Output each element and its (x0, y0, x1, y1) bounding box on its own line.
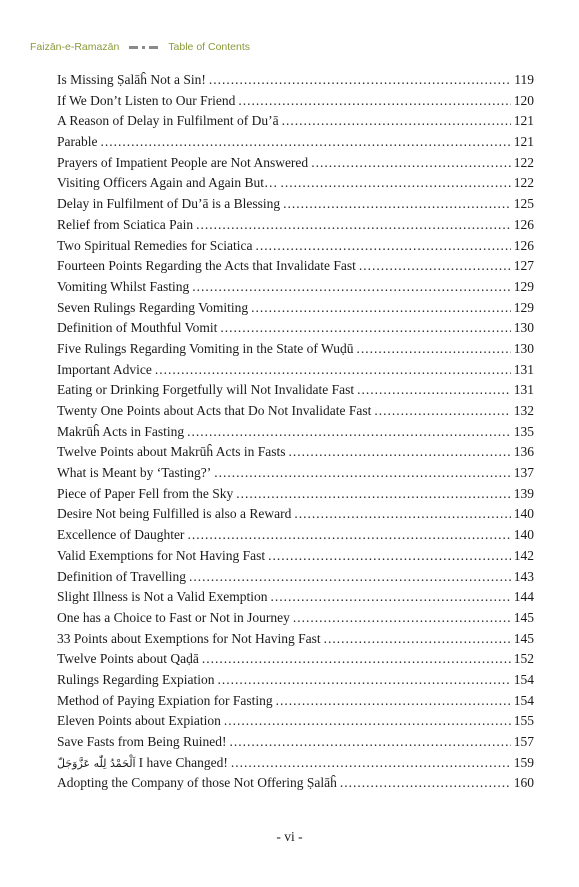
toc-entry[interactable] (57, 546, 534, 567)
dot-leader (268, 546, 511, 567)
toc-entry-title: One has a Choice to Fast or Not in Journey (57, 609, 290, 625)
toc-entry[interactable] (57, 236, 534, 257)
toc-entry-page: 131 (513, 382, 534, 398)
toc-entry[interactable] (57, 215, 534, 236)
toc-entry[interactable] (57, 691, 534, 712)
dot-leader (374, 401, 510, 422)
toc-entry-title (57, 753, 228, 775)
toc-entry-page: 120 (513, 92, 534, 108)
toc-entry-page: 137 (513, 465, 534, 481)
dot-leader (282, 111, 511, 132)
dot-leader (192, 277, 510, 298)
toc-entry-title: Piece of Paper Fell from the Sky (57, 485, 234, 501)
dot-leader (283, 194, 511, 215)
book-title: Faizān-e-Ramazān (30, 41, 120, 53)
toc-entry-page: 140 (513, 506, 534, 522)
toc-entry[interactable] (57, 401, 534, 422)
toc-entry[interactable] (57, 153, 534, 174)
toc-entry-title: Slight Illness is Not a Valid Exemption (57, 589, 268, 605)
toc-entry-title: Definition of Mouthful Vomit (57, 320, 218, 336)
toc-entry-page: 155 (513, 713, 534, 729)
toc-entry-title: Visiting Officers Again and Again But… (57, 175, 278, 191)
toc-entry[interactable] (57, 339, 534, 360)
toc-entry-arabic: اَلْحَمْدُ لِلّٰه عَزَّوَجَلّ (57, 756, 136, 770)
toc-entry-page: 125 (513, 196, 534, 212)
dot-leader (229, 732, 510, 753)
toc-entry-title: Seven Rulings Regarding Vomiting (57, 299, 249, 315)
dot-leader (251, 298, 511, 319)
dot-leader (220, 318, 510, 339)
dot-leader (189, 567, 511, 588)
toc-entry-title: Eating or Drinking Forgetfully will Not Invalidate Fast (57, 382, 355, 398)
toc-entry-page: 160 (513, 775, 534, 791)
toc-entry[interactable] (57, 649, 534, 670)
toc-entry-title: Is Missing Ṣalāĥ Not a Sin! (57, 72, 206, 87)
table-of-contents (57, 70, 534, 794)
dot-leader (324, 629, 511, 650)
dot-leader (271, 587, 511, 608)
toc-entry-page: 154 (513, 692, 534, 708)
dot-leader (276, 691, 511, 712)
toc-entry-page: 144 (513, 589, 534, 605)
toc-entry-title: Makrūĥ Acts in Fasting (57, 423, 185, 439)
dot-leader (311, 153, 511, 174)
toc-entry-page: 122 (513, 154, 534, 170)
toc-entry-title: Eleven Points about Expiation (57, 713, 221, 729)
toc-entry[interactable] (57, 318, 534, 339)
dot-leader (218, 670, 511, 691)
toc-entry-page: 132 (513, 403, 534, 418)
toc-entry[interactable] (57, 567, 534, 588)
toc-entry[interactable] (57, 753, 534, 774)
dot-leader (293, 608, 511, 629)
toc-entry-page: 152 (513, 651, 534, 667)
toc-entry[interactable] (57, 732, 534, 753)
toc-entry-title: Twelve Points about Qaḍā (57, 651, 199, 667)
toc-entry[interactable] (57, 173, 534, 194)
toc-entry[interactable] (57, 194, 534, 215)
header-separator (127, 46, 160, 49)
toc-entry-title: Rulings Regarding Expiation (57, 671, 215, 687)
toc-entry-page: 142 (513, 547, 534, 563)
toc-entry-title: Vomiting Whilst Fasting (57, 278, 190, 294)
toc-entry[interactable] (57, 463, 534, 484)
toc-entry-page: 154 (513, 671, 534, 687)
toc-entry-title: Two Spiritual Remedies for Sciatica (57, 237, 253, 253)
toc-entry-page: 139 (513, 485, 534, 501)
dot-leader (187, 525, 510, 546)
toc-entry-page: 119 (514, 72, 534, 87)
toc-entry[interactable] (57, 484, 534, 505)
toc-entry-page: 122 (513, 175, 534, 191)
dot-leader (236, 484, 511, 505)
toc-entry-title: Desire Not being Fulfilled is also a Reward (57, 506, 292, 522)
toc-entry-title: Parable (57, 134, 98, 150)
toc-entry-page: 157 (513, 734, 534, 749)
toc-entry[interactable] (57, 442, 534, 463)
toc-entry-title: What is Meant by ‘Tasting?’ (57, 465, 212, 481)
dot-leader (281, 173, 511, 194)
toc-entry-title: Delay in Fulfilment of Du’ā is a Blessing (57, 196, 281, 212)
toc-entry-title: Excellence of Daughter (57, 527, 185, 543)
dot-leader (214, 463, 510, 484)
running-header (30, 39, 250, 55)
toc-entry[interactable] (57, 629, 534, 650)
toc-entry-title-text: I have Changed! (138, 754, 228, 770)
toc-entry[interactable] (57, 132, 534, 153)
toc-entry[interactable] (57, 711, 534, 732)
toc-entry[interactable] (57, 525, 534, 546)
toc-entry-title: If We Don’t Listen to Our Friend (57, 92, 236, 108)
toc-entry-page: 145 (513, 609, 534, 625)
dot-leader (224, 711, 511, 732)
toc-entry-page: 131 (513, 361, 534, 377)
toc-entry-title: Adopting the Company of those Not Offering Ṣalāĥ (57, 775, 337, 791)
toc-entry-title: Twenty One Points about Acts that Do Not Invalidate Fast (57, 403, 372, 418)
dot-leader (155, 360, 511, 381)
toc-entry-page: 129 (513, 299, 534, 315)
toc-entry-page: 130 (513, 340, 534, 356)
dot-leader (196, 215, 511, 236)
toc-entry-title: Relief from Sciatica Pain (57, 216, 194, 232)
toc-entry[interactable] (57, 91, 534, 112)
toc-entry-page: 129 (513, 278, 534, 294)
toc-entry-page: 136 (513, 444, 534, 460)
toc-entry-title: Five Rulings Regarding Vomiting in the State of Wuḍū (57, 340, 354, 356)
toc-entry[interactable] (57, 298, 534, 319)
toc-entry-page: 135 (513, 423, 534, 439)
dot-leader (187, 422, 511, 443)
toc-entry[interactable] (57, 670, 534, 691)
dot-leader (209, 70, 511, 91)
dot-leader (357, 380, 511, 401)
toc-entry-title: A Reason of Delay in Fulfilment of Du’ā (57, 113, 279, 129)
toc-entry-title: Method of Paying Expiation for Fasting (57, 692, 273, 708)
toc-entry-title: Important Advice (57, 361, 152, 377)
toc-entry-title: Definition of Travelling (57, 568, 186, 584)
toc-entry-page: 159 (513, 754, 534, 770)
toc-entry[interactable] (57, 360, 534, 381)
toc-entry-page: 121 (513, 134, 534, 150)
dot-leader (289, 442, 511, 463)
page-number: - vi - (276, 829, 303, 844)
toc-entry-page: 126 (513, 216, 534, 232)
toc-entry-page: 121 (513, 113, 534, 129)
toc-entry-title: Twelve Points about Makrūĥ Acts in Fasts (57, 444, 286, 460)
toc-entry-page: 127 (513, 258, 534, 274)
dot-leader (359, 256, 511, 277)
toc-entry-title: Valid Exemptions for Not Having Fast (57, 547, 266, 563)
toc-entry-page: 145 (513, 630, 534, 646)
toc-entry[interactable] (57, 608, 534, 629)
dot-leader (356, 339, 510, 360)
toc-entry[interactable] (57, 70, 534, 91)
dot-leader (100, 132, 510, 153)
toc-entry[interactable] (57, 277, 534, 298)
toc-entry-page: 126 (513, 237, 534, 253)
dot-leader (340, 773, 511, 794)
toc-entry[interactable] (57, 256, 534, 277)
toc-entry-title: Prayers of Impatient People are Not Answered (57, 154, 309, 170)
toc-entry-page: 130 (513, 320, 534, 336)
dot-leader (294, 504, 510, 525)
toc-entry-title: 33 Points about Exemptions for Not Having Fast (57, 630, 321, 646)
toc-entry[interactable] (57, 111, 534, 132)
toc-entry[interactable] (57, 773, 534, 794)
toc-entry[interactable] (57, 380, 534, 401)
dot-leader (231, 753, 511, 774)
section-title: Table of Contents (168, 41, 251, 53)
toc-entry-title: Save Fasts from Being Ruined! (57, 734, 227, 749)
dot-leader (202, 649, 511, 670)
toc-entry-page: 143 (513, 568, 534, 584)
dot-leader (256, 236, 511, 257)
dot-leader (238, 91, 510, 112)
toc-entry[interactable] (57, 422, 534, 443)
toc-entry[interactable] (57, 587, 534, 608)
toc-entry-title: Fourteen Points Regarding the Acts that Invalidate Fast (57, 258, 356, 274)
toc-entry[interactable] (57, 504, 534, 525)
toc-entry-page: 140 (513, 527, 534, 543)
